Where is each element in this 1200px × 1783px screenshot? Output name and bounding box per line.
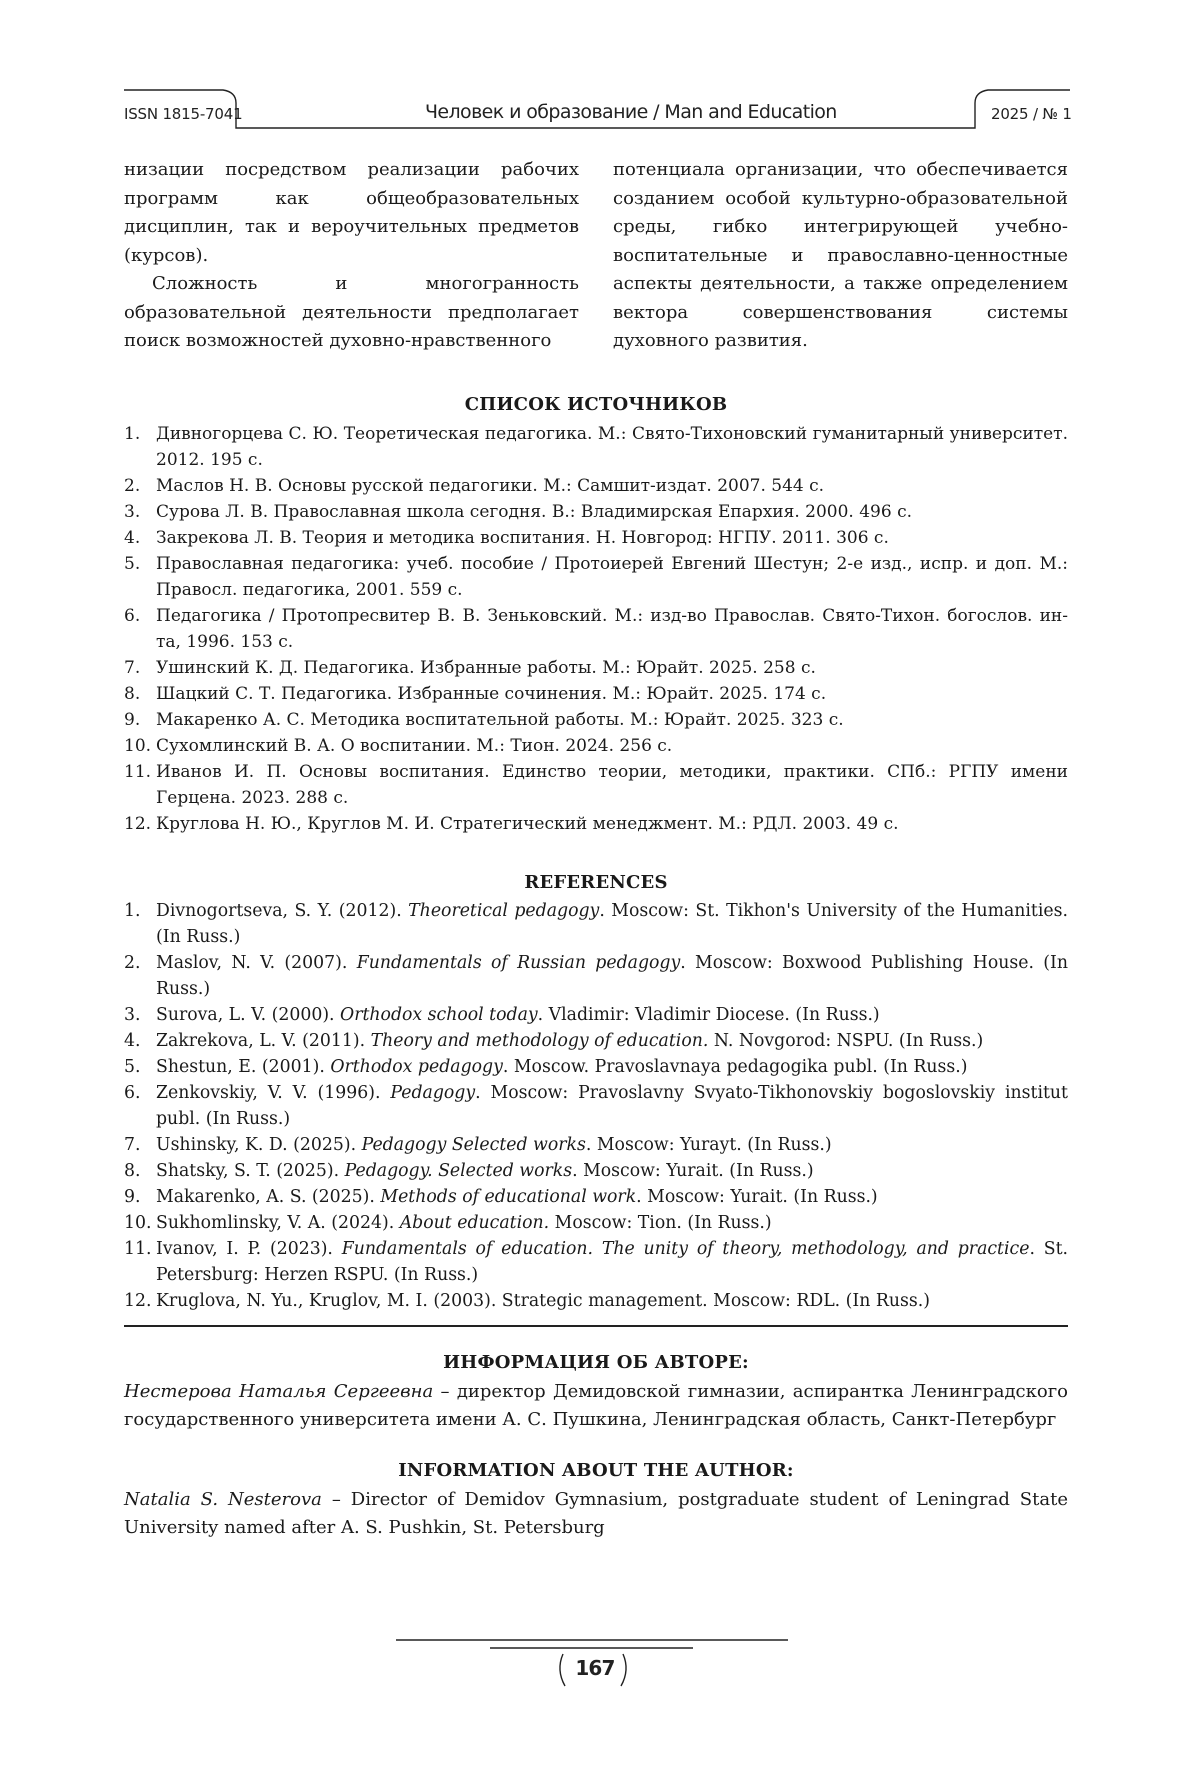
reference-text: . St. Petersburg: Herzen RSPU. (In Russ.)	[156, 1239, 1068, 1285]
reference-text: Sukhomlinsky, V. A. (2024).	[156, 1213, 400, 1233]
reference-text: Ushinsky, K. D. (2025).	[156, 1135, 362, 1155]
reference-title: Theory and methodology of education.	[371, 1031, 709, 1051]
reference-title: Theoretical pedagogy	[408, 901, 599, 921]
reference-item	[124, 811, 1068, 837]
reference-item	[124, 898, 1068, 950]
reference-item	[124, 1002, 1068, 1028]
reference-number: 5.	[124, 551, 140, 577]
reference-text: Круглова Н. Ю., Круглов М. И. Стратегический менеджмент. М.: РДЛ. 2003. 49 с.	[156, 814, 899, 834]
reference-number: 9.	[124, 1184, 141, 1210]
left-column	[124, 156, 579, 356]
reference-text: Ivanov, I. P. (2023).	[156, 1239, 342, 1259]
reference-number: 6.	[124, 603, 140, 629]
reference-title: Orthodox school today	[340, 1005, 538, 1025]
right-column	[613, 156, 1068, 356]
reference-title: Pedagogy. Selected works	[345, 1161, 572, 1181]
reference-item	[124, 1054, 1068, 1080]
reference-text: . Moscow: Pravoslavny Svyato-Tikhonovskiy bogoslovskiy institut publ. (In Russ.)	[156, 1083, 1068, 1129]
reference-text: . Moscow: Yurait. (In Russ.)	[572, 1161, 814, 1181]
author-name-en: Natalia S. Nesterova	[124, 1489, 322, 1510]
reference-text: Православная педагогика: учеб. пособие / Протоиерей Евгений Шестун; 2-е изд., испр. и доп. М.: Правосл. педагогика, 2001. 559 с.	[156, 554, 1068, 600]
reference-item	[124, 1132, 1068, 1158]
reference-number: 4.	[124, 1028, 141, 1054]
reference-number: 8.	[124, 681, 140, 707]
paragraph: Сложность и многогранность образовательной деятельности предполагает поиск возможностей духовно-нравственного	[124, 270, 579, 356]
reference-number: 11.	[124, 1236, 151, 1262]
reference-item	[124, 1080, 1068, 1132]
reference-number: 8.	[124, 1158, 141, 1184]
paragraph: низации посредством реализации рабочих программ как общеобразовательных дисциплин, так и вероучительных предметов (курсов).	[124, 156, 579, 270]
reference-number: 10.	[124, 1210, 151, 1236]
reference-item	[124, 421, 1068, 473]
reference-number: 9.	[124, 707, 140, 733]
reference-text: . Moscow: Yurait. (In Russ.)	[636, 1187, 878, 1207]
reference-text: Макаренко А. С. Методика воспитательной работы. М.: Юрайт. 2025. 323 с.	[156, 710, 844, 730]
author-info-en	[124, 1486, 1068, 1542]
body-text	[124, 156, 1068, 366]
reference-number: 11.	[124, 759, 151, 785]
reference-number: 7.	[124, 655, 140, 681]
reference-text: Сурова Л. В. Православная школа сегодня. В.: Владимирская Епархия. 2000. 496 с.	[156, 502, 912, 522]
reference-title: Pedagogy Selected works	[362, 1135, 586, 1155]
sources-heading: СПИСОК ИСТОЧНИКОВ	[124, 394, 1068, 415]
reference-number: 2.	[124, 950, 141, 976]
author-name-ru: Нестерова Наталья Сергеевна	[124, 1381, 433, 1402]
reference-number: 7.	[124, 1132, 141, 1158]
reference-text: . Vladimir: Vladimir Diocese. (In Russ.)	[538, 1005, 880, 1025]
reference-number: 3.	[124, 1002, 141, 1028]
reference-item	[124, 525, 1068, 551]
reference-item	[124, 1158, 1068, 1184]
reference-number: 4.	[124, 525, 140, 551]
reference-text: Maslov, N. V. (2007).	[156, 953, 357, 973]
author-bio-en: – Director of Demidov Gymnasium, postgraduate student of Leningrad State University named after A. S. Pushkin, St. Petersburg	[124, 1489, 1068, 1538]
reference-number: 2.	[124, 473, 140, 499]
author-info-ru	[124, 1378, 1068, 1434]
reference-text: Педагогика / Протопресвитер В. В. Зеньковский. М.: изд-во Православ. Свято-Тихон. богослов. ин-та, 1996. 153 с.	[156, 606, 1068, 652]
reference-title: Methods of educational work	[380, 1187, 636, 1207]
reference-text: Shestun, E. (2001).	[156, 1057, 330, 1077]
reference-item	[124, 681, 1068, 707]
reference-item	[124, 655, 1068, 681]
reference-text: Moscow: Tion. (In Russ.)	[549, 1213, 772, 1233]
reference-number: 10.	[124, 733, 151, 759]
paragraph: потенциала организации, что обеспечивается созданием особой культурно-образовательной среды, гибко интегрирующей учебно-воспитательные и православно-ценностные аспекты деятельности, а также определением вектора совершенствования системы духовного развития.	[613, 156, 1068, 356]
reference-item	[124, 473, 1068, 499]
reference-item	[124, 759, 1068, 811]
author-bio-ru: – директор Демидовской гимназии, аспирантка Ленинградского государственного университета имени А. С. Пушкина, Ленинградская область, Санкт-Петербург	[124, 1381, 1068, 1430]
reference-number: 12.	[124, 811, 151, 837]
reference-text: Makarenko, A. S. (2025).	[156, 1187, 380, 1207]
references-heading: REFERENCES	[124, 872, 1068, 893]
reference-item	[124, 950, 1068, 1002]
reference-text: Ушинский К. Д. Педагогика. Избранные работы. М.: Юрайт. 2025. 258 с.	[156, 658, 816, 678]
journal-title: Человек и образование / Man and Education	[425, 101, 837, 123]
references-list	[124, 898, 1068, 1314]
reference-item	[124, 1028, 1068, 1054]
author-info-ru-heading: ИНФОРМАЦИЯ ОБ АВТОРЕ:	[124, 1352, 1068, 1373]
reference-number: 12.	[124, 1288, 151, 1314]
reference-text: Surova, L. V. (2000).	[156, 1005, 340, 1025]
reference-item	[124, 1288, 1068, 1314]
reference-text: Дивногорцева С. Ю. Теоретическая педагогика. М.: Свято-Тихоновский гуманитарный университет. 2012. 195 с.	[156, 424, 1068, 470]
reference-item	[124, 603, 1068, 655]
reference-item	[124, 1184, 1068, 1210]
reference-text: Закрекова Л. В. Теория и методика воспитания. Н. Новгород: НГПУ. 2011. 306 с.	[156, 528, 889, 548]
reference-text: . Moscow: Boxwood Publishing House. (In Russ.)	[156, 953, 1068, 999]
reference-text: Иванов И. П. Основы воспитания. Единство теории, методики, практики. СПб.: РГПУ имени Герцена. 2023. 288 с.	[156, 762, 1068, 808]
reference-text: N. Novgorod: NSPU. (In Russ.)	[708, 1031, 983, 1051]
author-info-en-heading: INFORMATION ABOUT THE AUTHOR:	[124, 1460, 1068, 1481]
section-divider	[124, 1325, 1068, 1327]
reference-number: 6.	[124, 1080, 141, 1106]
reference-title: Pedagogy	[390, 1083, 475, 1103]
issue-number: 2025 / № 1	[991, 105, 1072, 123]
reference-number: 3.	[124, 499, 140, 525]
reference-number: 5.	[124, 1054, 141, 1080]
reference-text: . Moscow: Yurayt. (In Russ.)	[586, 1135, 832, 1155]
reference-item	[124, 1210, 1068, 1236]
reference-item	[124, 707, 1068, 733]
reference-text: Маслов Н. В. Основы русской педагогики. М.: Самшит-издат. 2007. 544 с.	[156, 476, 824, 496]
reference-text: . Moscow: St. Tikhon's University of the Humanities. (In Russ.)	[156, 901, 1068, 947]
reference-title: Orthodox pedagogy	[330, 1057, 503, 1077]
reference-text: Сухомлинский В. А. О воспитании. М.: Тион. 2024. 256 с.	[156, 736, 672, 756]
page-number: 167	[560, 1656, 630, 1680]
reference-number: 1.	[124, 421, 140, 447]
reference-item	[124, 551, 1068, 603]
reference-number: 1.	[124, 898, 141, 924]
reference-text: Zenkovskiy, V. V. (1996).	[156, 1083, 390, 1103]
reference-text: Zakrekova, L. V. (2011).	[156, 1031, 371, 1051]
reference-title: Fundamentals of education. The unity of theory, methodology, and practice	[342, 1239, 1030, 1259]
reference-text: Kruglova, N. Yu., Kruglov, M. I. (2003). Strategic management. Moscow: RDL. (In Russ.)	[156, 1291, 930, 1311]
reference-item	[124, 1236, 1068, 1288]
reference-title: Fundamentals of Russian pedagogy	[357, 953, 681, 973]
reference-text: Шацкий С. Т. Педагогика. Избранные сочинения. М.: Юрайт. 2025. 174 с.	[156, 684, 826, 704]
reference-item	[124, 499, 1068, 525]
reference-text: Shatsky, S. T. (2025).	[156, 1161, 345, 1181]
reference-item	[124, 733, 1068, 759]
reference-text: . Moscow. Pravoslavnaya pedagogika publ. (In Russ.)	[503, 1057, 968, 1077]
sources-list	[124, 421, 1068, 837]
issn: ISSN 1815-7041	[124, 105, 242, 123]
reference-title: About education.	[400, 1213, 549, 1233]
reference-text: Divnogortseva, S. Y. (2012).	[156, 901, 408, 921]
running-header	[0, 0, 1200, 140]
